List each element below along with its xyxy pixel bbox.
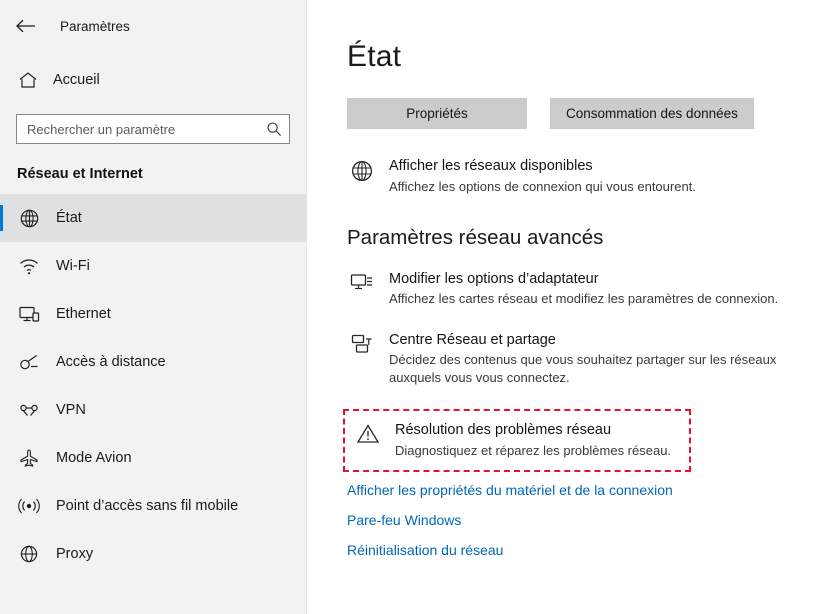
network-sharing-center-item[interactable]	[347, 331, 779, 388]
sidebar-item-label: Proxy	[56, 546, 94, 562]
proxy-icon	[17, 542, 41, 566]
sidebar-item-point-dacces-sans-fil-mobile[interactable]	[0, 482, 306, 530]
network-troubleshooter-highlight	[343, 409, 691, 472]
network-troubleshooter-description: Diagnostiquez et réparez les problèmes réseau.	[395, 443, 672, 458]
network-troubleshooter-item[interactable]	[353, 421, 677, 460]
advanced-settings-heading: Paramètres réseau avancés	[347, 225, 604, 249]
sidebar-item-proxy[interactable]	[0, 530, 306, 578]
change-adapter-options-item[interactable]	[347, 270, 779, 309]
ethernet-icon	[17, 302, 41, 326]
sidebar-item-wifi[interactable]	[0, 242, 306, 290]
action-buttons	[347, 98, 779, 129]
sharing-icon	[347, 331, 377, 355]
search-box[interactable]	[16, 114, 290, 144]
wifi-icon	[17, 254, 41, 278]
network-reset-link-row	[347, 542, 779, 558]
sidebar-item-acces-a-distance[interactable]	[0, 338, 306, 386]
sidebar-nav	[0, 194, 306, 578]
sidebar-item-label: Point d’accès sans fil mobile	[56, 498, 239, 514]
dialup-icon	[17, 350, 41, 374]
sidebar-item-label: VPN	[56, 402, 86, 418]
sidebar	[0, 0, 307, 614]
warning-triangle-icon	[353, 421, 383, 445]
search-input[interactable]	[27, 122, 261, 137]
hardware-properties-link[interactable]: Afficher les propriétés du matériel et de la connexion	[347, 482, 673, 499]
globe-icon	[17, 206, 41, 230]
sidebar-item-label: Wi-Fi	[56, 258, 90, 274]
home-icon	[17, 69, 39, 91]
main-content	[307, 0, 819, 614]
change-adapter-options-description: Affichez les cartes réseau et modifiez les paramètres de connexion.	[389, 291, 779, 307]
data-usage-button[interactable]: Consommation des données	[550, 98, 754, 129]
sidebar-item-label: Accès à distance	[56, 354, 166, 370]
sidebar-item-home-label: Accueil	[53, 72, 100, 88]
page-title: État	[347, 40, 402, 73]
back-arrow-icon[interactable]	[14, 14, 38, 38]
sidebar-item-label: Ethernet	[56, 306, 111, 322]
windows-firewall-link[interactable]: Pare-feu Windows	[347, 512, 462, 529]
sidebar-item-home[interactable]	[0, 60, 306, 100]
windows-firewall-link-row	[347, 512, 779, 528]
available-networks-item[interactable]	[347, 157, 779, 196]
sidebar-item-ethernet[interactable]	[0, 290, 306, 338]
adapter-icon	[347, 270, 377, 294]
hotspot-icon	[17, 494, 41, 518]
titlebar	[0, 8, 306, 44]
available-networks-title: Afficher les réseaux disponibles	[389, 158, 593, 174]
sidebar-item-label: État	[56, 210, 82, 226]
hardware-properties-link-row	[347, 482, 779, 498]
sidebar-item-etat[interactable]	[0, 194, 306, 242]
sidebar-section-title: Réseau et Internet	[17, 166, 143, 182]
change-adapter-options-title: Modifier les options d’adaptateur	[389, 270, 599, 287]
sidebar-item-vpn[interactable]	[0, 386, 306, 434]
network-troubleshooter-title: Résolution des problèmes réseau	[395, 422, 612, 439]
sidebar-item-mode-avion[interactable]	[0, 434, 306, 482]
window-title: Paramètres	[60, 18, 130, 34]
properties-button[interactable]: Propriétés	[347, 98, 527, 129]
network-reset-link[interactable]: Réinitialisation du réseau	[347, 542, 504, 559]
network-sharing-center-description: Décidez des contenus que vous souhaitez partager sur les réseaux auxquels vous vous connectez.	[389, 352, 777, 386]
airplane-icon	[17, 446, 41, 470]
vpn-icon	[17, 398, 41, 422]
search-icon[interactable]	[261, 116, 287, 142]
available-networks-description: Affichez les options de connexion qui vous entourent.	[389, 178, 696, 194]
network-sharing-center-title: Centre Réseau et partage	[389, 331, 556, 348]
sidebar-item-label: Mode Avion	[56, 450, 132, 466]
globe-icon	[347, 157, 377, 183]
